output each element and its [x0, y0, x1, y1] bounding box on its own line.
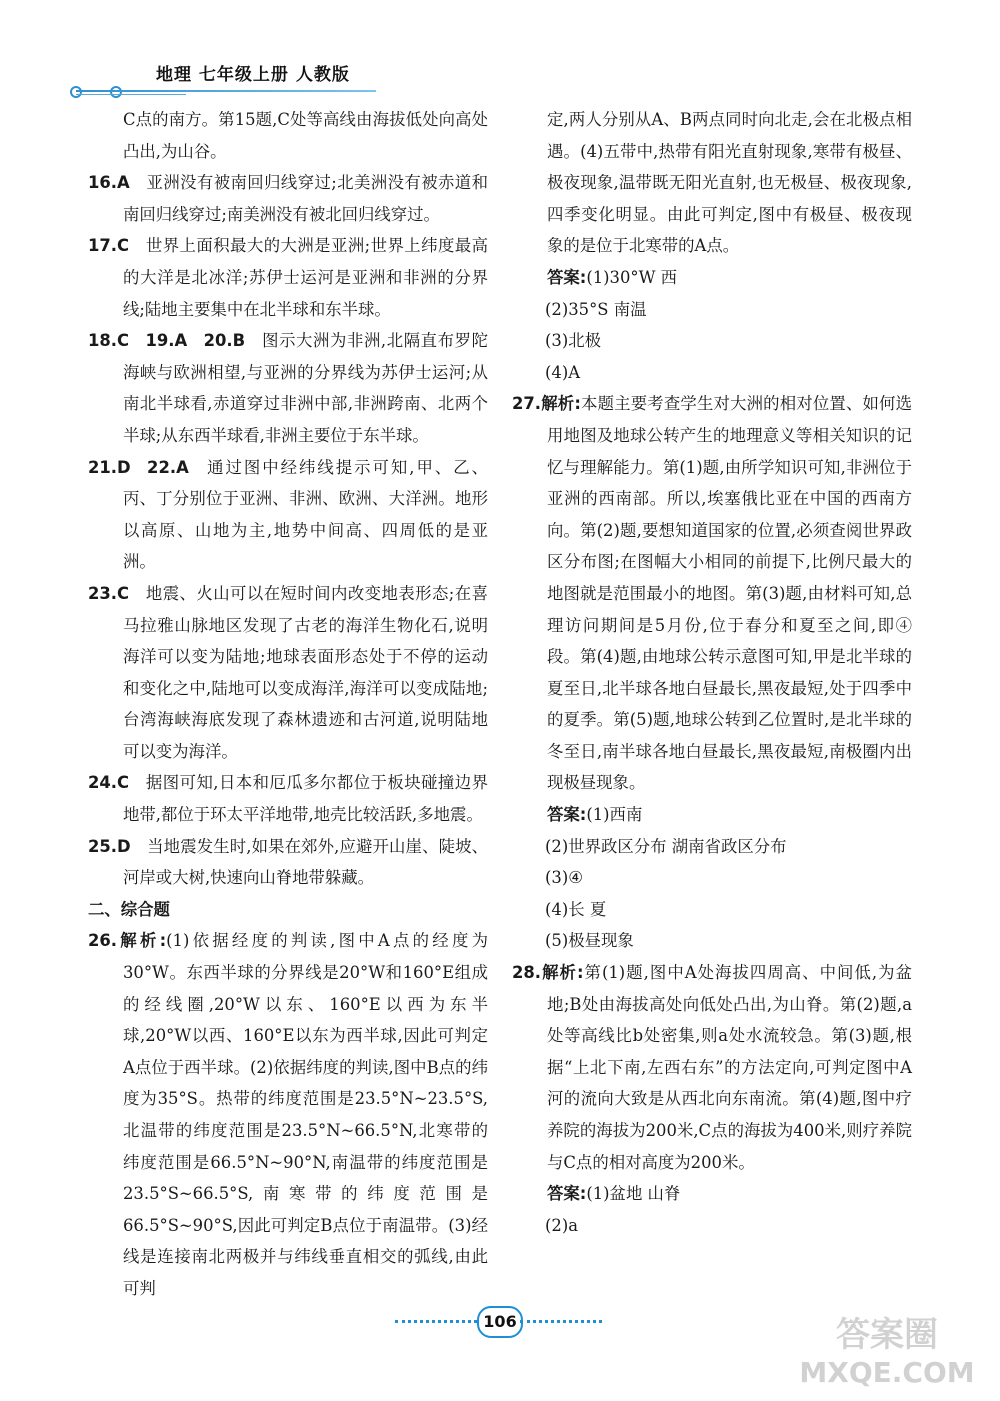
paragraph-text: 定,两人分别从A、B两点同时向北走,会在北极点相遇。(4)五带中,热带有阳光直射现象,寒带有极昼、极夜现象,温带既无阳光直射,也无极昼、极夜现象,四季变化明显。由此可判定,图中有极昼、极夜现象的是位于北寒带的A点。 [547, 110, 912, 256]
answer-text: (1)盆地 山脊 [586, 1184, 681, 1204]
item-number: 25.D [88, 836, 131, 856]
section-heading: 二、综合题 [88, 899, 170, 919]
item-number: 21.D [88, 457, 131, 477]
watermark-text-top: 答案圈 [836, 1315, 938, 1355]
item-number: 28. [512, 963, 542, 983]
analysis-text: 第(1)题,图中A处海拔四周高、中间低,为盆地;B处由海拔高处向低处凸出,为山脊。第(2)题,a处等高线比b处密集,则a处水流较急。第(3)题,根据“上北下南,左西右东”的方法定向,可判定图中A河的流向大致是从西北向东南流。第(4)题,图中疗养院的海拔为200米,C点的海拔为400米,则疗养院与C点的相对高度为200米。 [547, 963, 912, 1172]
paragraph-continuation [88, 104, 488, 167]
paragraph-continuation [512, 104, 912, 262]
watermark-logo [792, 1308, 982, 1388]
watermark-icon [792, 1308, 982, 1388]
answer-item [88, 578, 488, 768]
analysis-item [512, 957, 912, 1178]
analysis-label: 解析: [541, 394, 581, 414]
item-text: 图示大洲为非洲,北隔直布罗陀海峡与欧洲相望,与亚洲的分界线为苏伊士运河;从南北半球看,赤道穿过非洲中部,非洲跨南、北两个半球;从东西半球看,非洲主要位于东半球。 [123, 331, 488, 445]
answer-line: (2)a [545, 1215, 578, 1235]
item-text: 地震、火山可以在短时间内改变地表形态;在喜马拉雅山脉地区发现了古老的海洋生物化石,说明海洋可以变为陆地;地球表面形态处于不停的运动和变化之中,陆地可以变成海洋,海洋可以变成陆地;台湾海峡海底发现了森林遗迹和古河道,说明陆地可以变为海洋。 [123, 583, 488, 761]
footer-dots [520, 1320, 602, 1323]
answer-line: (3)北极 [545, 331, 601, 351]
item-number: 23.C [88, 583, 130, 603]
header-circle-icon [70, 86, 82, 98]
answer-label: 答案: [547, 1184, 587, 1204]
watermark-text-bottom: MXQE.COM [799, 1356, 975, 1388]
analysis-text: (1)依据经度的判读,图中A点的经度为30°W。东西半球的分界线是20°W和160°E组成的经线圈,20°W以东、160°E以西为东半球,20°W以西、160°E以东为西半球,因此可判定A点位于西半球。(2)依据纬度的判读,图中B点的纬度为35°S。热带的纬度范围是23.5°N~23.5°S,北温带的纬度范围是23.5°N~66.5°N,北寒带的纬度范围是66.5°N~90°N,南温带的纬度范围是23.5°S~66.5°S,南寒带的纬度范围是66.5°S~90°S,因此可判定B点位于南温带。(3)经线是连接南北两极并与纬线垂直相交的弧线,由此可判 [123, 931, 488, 1298]
header-title: 地理 七年级上册 人教版 [156, 65, 350, 85]
answer-line: (2)35°S 南温 [545, 299, 647, 319]
answer-item [88, 325, 488, 451]
left-column [88, 104, 488, 1305]
footer-dots [395, 1320, 477, 1323]
item-number: 22.A [147, 457, 189, 477]
answer-text: (1)西南 [586, 805, 643, 825]
answer-line: (3)④ [545, 868, 583, 888]
answer-item [88, 167, 488, 230]
item-text: 世界上面积最大的大洲是亚洲;世界上纬度最高的大洋是北冰洋;苏伊士运河是亚洲和非洲的分界线;陆地主要集中在北半球和东半球。 [123, 236, 488, 319]
item-number: 24.C [88, 773, 130, 793]
answer-line: (2)世界政区分布 湖南省政区分布 [545, 836, 787, 856]
answer-line [512, 262, 912, 294]
header-rule [76, 94, 186, 95]
right-column [512, 104, 912, 1241]
answer-line: (5)极昼现象 [545, 931, 634, 951]
header-rule [76, 90, 376, 92]
item-number: 20.B [203, 331, 246, 351]
answer-label: 答案: [547, 267, 587, 287]
answer-text: (1)30°W 西 [586, 267, 678, 287]
answer-label: 答案: [547, 805, 587, 825]
paragraph-text: C点的南方。第15题,C处等高线由海拔低处向高处凸出,为山谷。 [123, 110, 488, 161]
item-number: 16.A [88, 173, 130, 193]
item-number: 18.C [88, 331, 130, 351]
item-text: 通过图中经纬线提示可知,甲、乙、丙、丁分别位于亚洲、非洲、欧洲、大洋洲。地形以高原、山地为主,地势中间高、四周低的是亚洲。 [123, 457, 488, 572]
answer-item [88, 831, 488, 894]
answer-line: (4)A [545, 362, 581, 382]
item-number: 17.C [88, 236, 130, 256]
answer-item [88, 452, 488, 578]
item-text: 亚洲没有被南回归线穿过;北美洲没有被赤道和南回归线穿过;南美洲没有被北回归线穿过。 [123, 173, 488, 224]
answer-item [88, 767, 488, 830]
item-text: 据图可知,日本和厄瓜多尔都位于板块碰撞边界地带,都位于环太平洋地带,地壳比较活跃,多地震。 [123, 773, 488, 825]
answer-line [512, 799, 912, 831]
item-text: 当地震发生时,如果在郊外,应避开山崖、陡坡、河岸或大树,快速向山脊地带躲藏。 [123, 836, 488, 888]
item-number: 27. [512, 394, 542, 414]
page-header [70, 58, 950, 98]
item-number: 19.A [145, 331, 188, 351]
answer-line: (4)长 夏 [545, 899, 607, 919]
answer-item [88, 230, 488, 325]
analysis-item [88, 925, 488, 1304]
analysis-label: 解析: [541, 963, 584, 983]
page-number: 106 [477, 1306, 523, 1338]
analysis-item [512, 388, 912, 799]
analysis-label: 解析: [117, 931, 167, 951]
analysis-text: 本题主要考查学生对大洲的相对位置、如何选用地图及地球公转产生的地理意义等相关知识的记忆与理解能力。第(1)题,由所学知识可知,非洲位于亚洲的西南部。所以,埃塞俄比亚在中国的西南方向。第(2)题,要想知道国家的位置,必须查阅世界政区分布图;在图幅大小相同的前提下,比例尺最大的地图就是范围最小的地图。第(3)题,由材料可知,总理访问期间是5月份,位于春分和夏至之间,即④段。第(4)题,由地球公转示意图可知,甲是北半球的夏至日,北半球各地白昼最长,黑夜最短,处于四季中的夏季。第(5)题,地球公转到乙位置时,是北半球的冬至日,南半球各地白昼最长,黑夜最短,南极圈内出现极昼现象。 [547, 394, 913, 793]
header-circle-icon [110, 86, 122, 98]
answer-line [512, 1178, 912, 1210]
item-number: 26. [88, 931, 118, 951]
